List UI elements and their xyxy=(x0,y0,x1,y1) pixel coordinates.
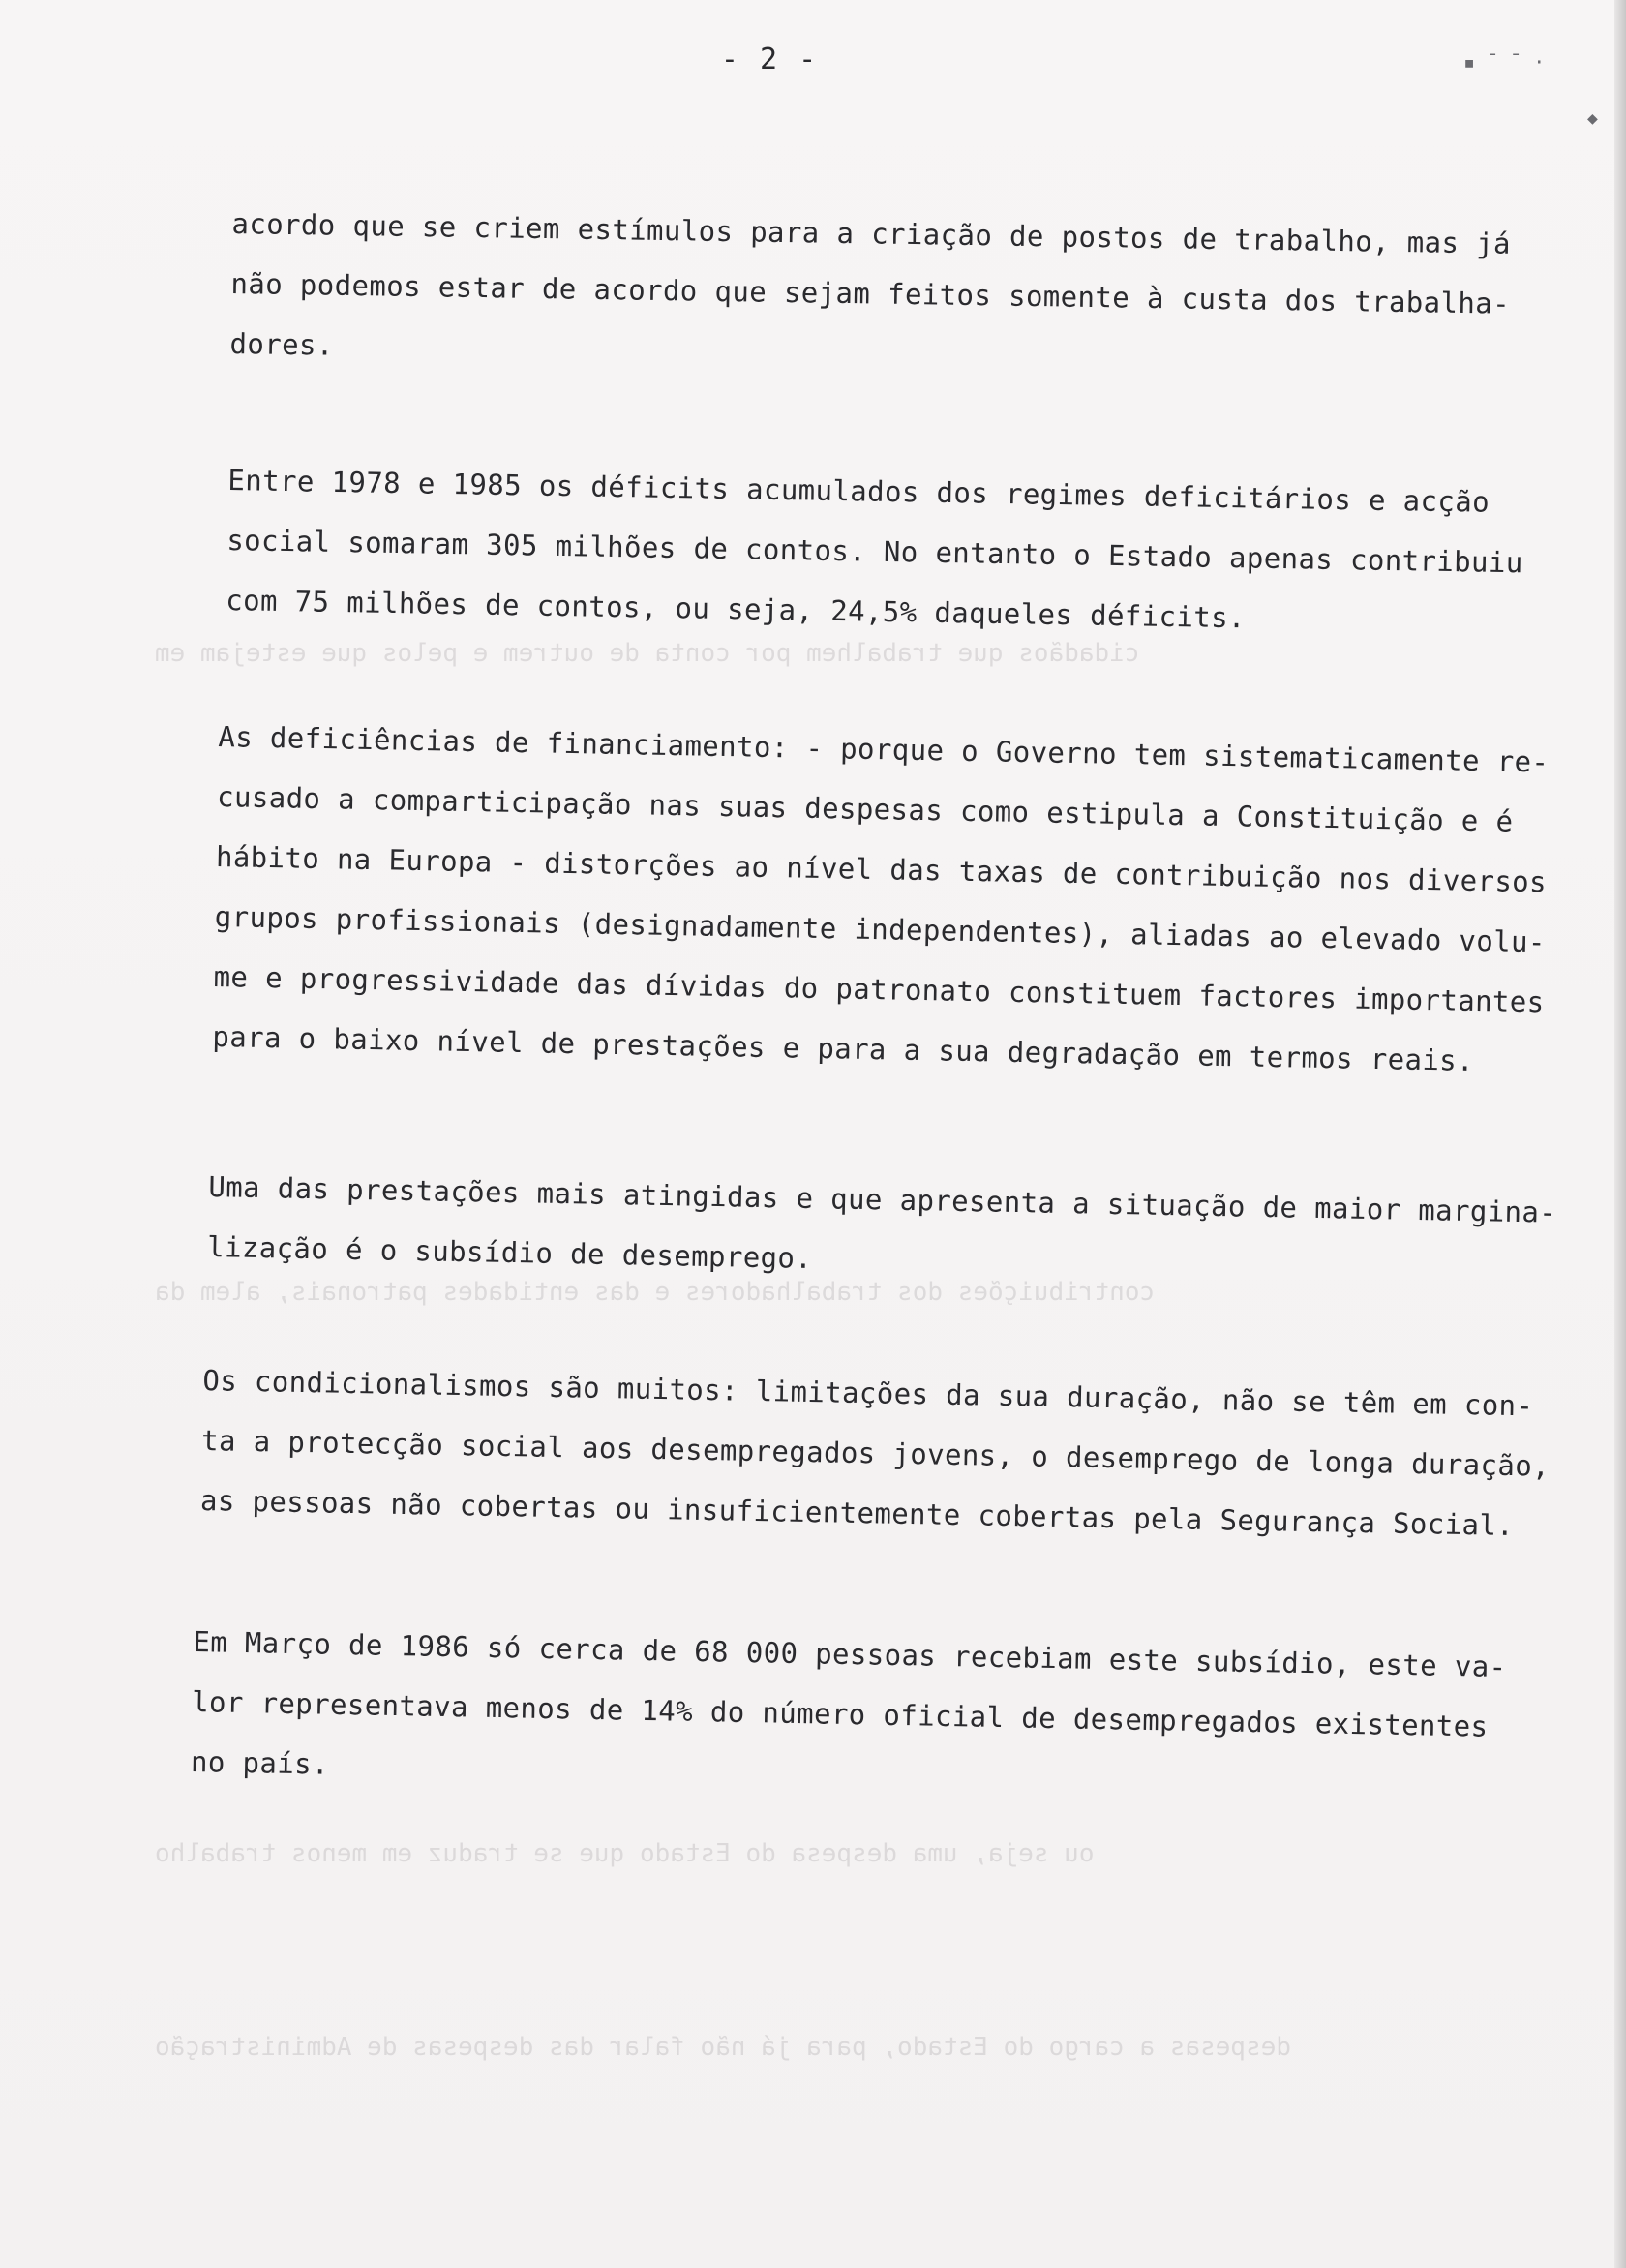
reverse-side-bleed-through: contribuições dos trabalhadores e das entidades patronais, alem da xyxy=(155,1278,1156,1307)
text-line: não podemos estar de acordo que sejam feitos somente à custa dos trabalha- xyxy=(230,266,1511,320)
text-line: para o baixo nível de prestações e para a sua degradação em termos reais. xyxy=(212,1019,1475,1077)
text-line: as pessoas não cobertas ou insuficientemente cobertas pela Segurança Social. xyxy=(199,1483,1515,1543)
text-line: com 75 milhões de contos, ou seja, 24,5% daqueles déficits. xyxy=(225,583,1247,635)
reverse-side-bleed-through: despesas a cargo do Estado, para já não falar das despesas de Administração xyxy=(155,2033,1291,2062)
text-line: cusado a comparticipação nas suas despesas como estipula a Constituição e é xyxy=(216,779,1514,838)
paragraph-stimulus-jobs xyxy=(229,194,1511,394)
text-line: hábito na Europa - distorções ao nível das taxas de contribuição nos diversos xyxy=(215,839,1548,899)
paragraph-financing-deficiencies xyxy=(212,707,1550,1092)
text-line: As deficiências de financiamento: - porque o Governo tem sistematicamente re- xyxy=(218,719,1550,779)
text-line: social somaram 305 milhões de contos. No entanto o Estado apenas contribuiu xyxy=(226,523,1523,580)
text-line: lor representava menos de 14% do número oficial de desempregados existentes xyxy=(191,1684,1489,1743)
ink-speck: ▪ ˉ ˉ · xyxy=(1463,50,1546,74)
text-line: dores. xyxy=(229,326,334,362)
text-line: acordo que se criem estímulos para a criação de postos de trabalho, mas já xyxy=(231,206,1512,260)
paragraph-march-1986 xyxy=(190,1612,1507,1817)
text-line: Os condicionalismos são muitos: limitações da sua duração, não se têm em con- xyxy=(202,1363,1534,1423)
page-number: - 2 - xyxy=(720,43,819,76)
paragraph-deficits-1978-1985 xyxy=(226,450,1525,652)
reverse-side-bleed-through: ou seja, uma despesa do Estado que se traduz em menos trabalho xyxy=(155,1839,1095,1868)
page-edge-shadow xyxy=(1614,0,1626,2268)
text-line: Uma das prestações mais atingidas e que apresenta a situação de maior margina- xyxy=(208,1169,1557,1229)
text-line: Em Março de 1986 só cerca de 68 000 pessoas recebiam este subsídio, este va- xyxy=(193,1624,1507,1684)
text-line: me e progressividade das dívidas do patronato constituem factores importantes xyxy=(213,959,1545,1019)
text-line: grupos profissionais (designadamente independentes), aliadas ao elevado volu- xyxy=(214,899,1547,959)
text-line: Entre 1978 e 1985 os déficits acumulados dos regimes deficitários e acção xyxy=(227,463,1490,519)
reverse-side-bleed-through: cidadãos que trabalhem por conta de outrem e pelos que estejam em xyxy=(155,639,1140,668)
text-line: no país. xyxy=(190,1744,330,1781)
text-line: lização é o subsídio de desemprego. xyxy=(206,1229,813,1275)
ink-speck: ◆ xyxy=(1587,108,1598,129)
text-line: ta a protecção social aos desempregados jovens, o desemprego de longa duração, xyxy=(200,1423,1551,1483)
paragraph-conditions xyxy=(199,1350,1551,1557)
